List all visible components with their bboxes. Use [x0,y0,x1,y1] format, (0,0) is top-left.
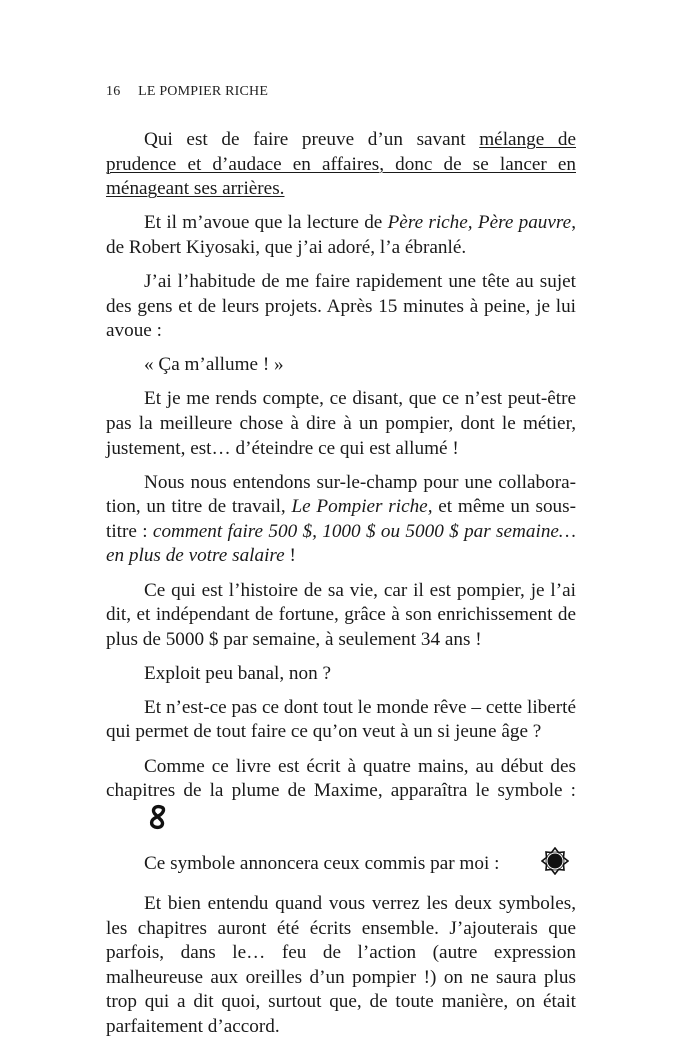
paragraph [106,755,576,838]
paragraph: Et bien entendu quand vous verrez les deux symboles, les chapitres auront été écrits ensemble. J’ajouterais que parfois, dans le… feu de l’action (autre expression malheureuse aux oreilles d’un pompier !) on ne saura plus trop qui a dit quoi, surtout que, de toute manière, on était parfaitement d’accord. [106,892,576,1037]
paragraph [106,128,576,202]
paragraph: J’ai l’habitude de me faire rapidement une tête au sujet des gens et de leurs projets. Après 15 minutes à peine, je lui avoue : [106,270,576,342]
paragraph: Et je me rends compte, ce disant, que ce n’est peut-être pas la meilleure chose à dire à un pompier, dont le métier, justement, est… d’éteindre ce qui est allumé ! [106,388,576,459]
sun-star-icon [503,847,569,883]
working-title: Le Pompier riche, [291,496,433,518]
text-run: Ce symbole annoncera ceux commis par moi : [144,852,500,874]
text-run: Et il m’avoue que la lecture de [144,212,388,234]
book-title: Père riche, Père pauvre [387,212,572,234]
running-title: LE POMPIER RICHE [138,84,269,99]
paragraph: Et n’est-ce pas ce dont tout le monde rêve – cette liberté qui permet de tout faire ce qu’on veut à un si jeune âge ? [106,696,576,743]
text-run: ! [284,545,296,567]
running-header [106,84,268,100]
paragraph [106,847,576,883]
page-number: 16 [106,84,121,99]
infinity-knot-icon [110,804,168,838]
paragraph: Ce qui est l’histoire de sa vie, car il est pompier, je l’ai dit, et indépendant de fortune, grâce à son enrichissement de plus de 5000 $ par semaine, à seulement 34 ans ! [106,579,576,650]
paragraph: Exploit peu banal, non ? [144,662,332,684]
paragraph [106,211,576,260]
paragraph [106,471,576,569]
body-text [106,128,576,1049]
paragraph: « Ça m’allume ! » [144,354,284,376]
underlined-text: mélange de prudence et d’audace en affaires, donc de se lancer en ménageant ses arrières. [106,129,576,200]
text-run: Qui est de faire preuve d’un savant [144,129,480,150]
text-run: et même un sous-titre : [106,496,577,542]
text-run: Nous nous entendons sur-le-champ pour une collaboration, un titre de travail, [106,471,576,518]
subtitle: comment faire 500 $, 1000 $ ou 5000 $ par semaine… en plus de votre salaire [106,520,576,567]
text-run: , de Robert Kiyosaki, que j’ai adoré, l’a ébranlé. [106,212,576,258]
text-run: Comme ce livre est écrit à quatre mains, au début des chapitres de la plume de Maxime, apparaîtra le symbole : [106,755,576,802]
